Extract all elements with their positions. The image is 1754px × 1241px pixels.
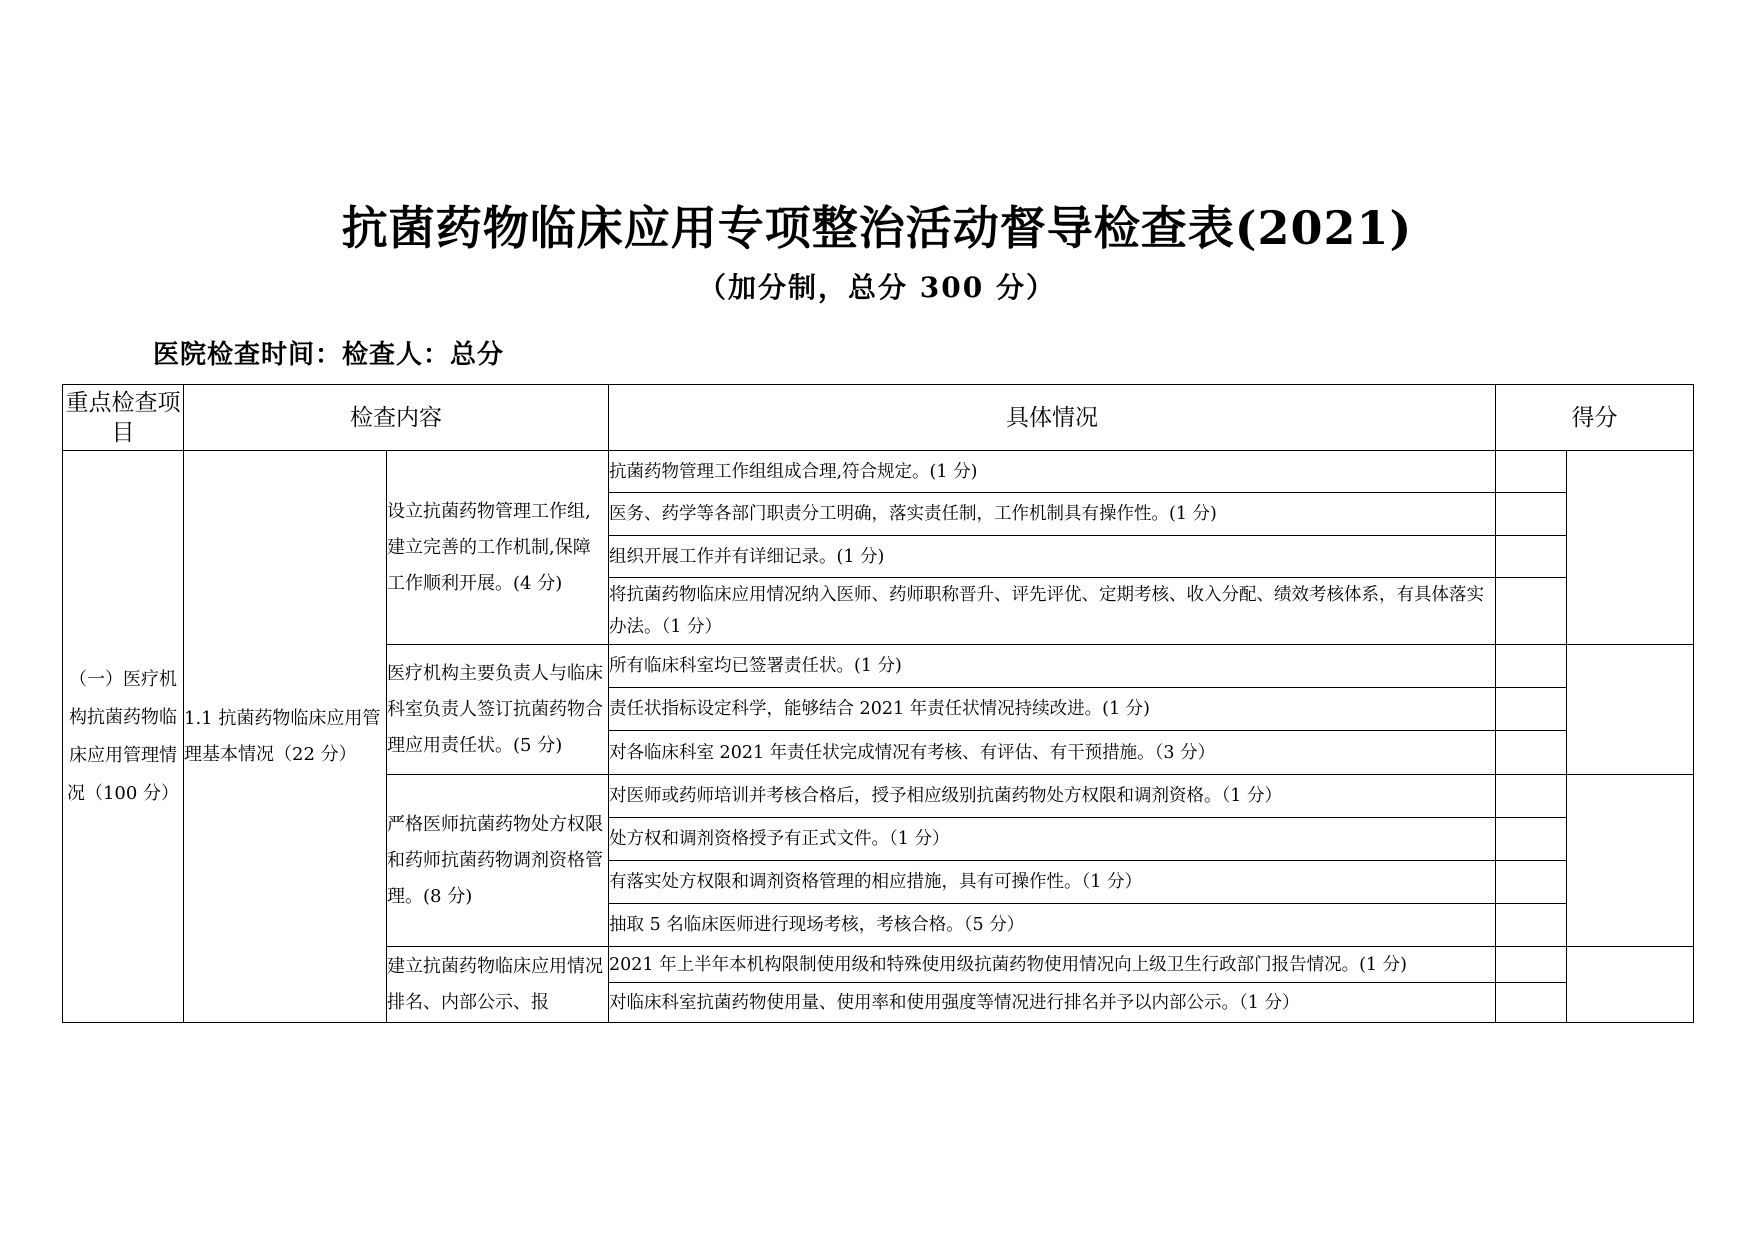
detail-cell: 抽取 5 名临床医师进行现场考核，考核合格。（5 分）	[609, 904, 1496, 947]
group-cell: 建立抗菌药物临床应用情况排名、内部公示、报	[387, 947, 609, 1023]
score-cell[interactable]	[1496, 493, 1567, 536]
detail-cell: 有落实处方权限和调剂资格管理的相应措施，具有可操作性。（1 分）	[609, 861, 1496, 904]
detail-cell: 处方权和调剂资格授予有正式文件。（1 分）	[609, 818, 1496, 861]
detail-cell: 将抗菌药物临床应用情况纳入医师、药师职称晋升、评先评优、定期考核、收入分配、绩效考核体系，有具体落实办法。（1 分）	[609, 578, 1496, 645]
group-score-cell[interactable]	[1567, 451, 1694, 645]
score-cell[interactable]	[1496, 861, 1567, 904]
detail-cell: 责任状指标设定科学，能够结合 2021 年责任状情况持续改进。(1 分)	[609, 688, 1496, 731]
header-row	[63, 385, 1694, 451]
detail-cell: 对各临床科室 2021 年责任状完成情况有考核、有评估、有干预措施。（3 分）	[609, 731, 1496, 775]
header-details: 具体情况	[609, 385, 1496, 451]
header-category: 重点检查项目	[63, 385, 184, 451]
category-cell: （一）医疗机构抗菌药物临床应用管理情况（100 分）	[63, 451, 184, 1023]
score-cell[interactable]	[1496, 451, 1567, 493]
group-score-cell[interactable]	[1567, 775, 1694, 947]
detail-cell: 所有临床科室均已签署责任状。(1 分)	[609, 645, 1496, 688]
group-score-cell[interactable]	[1567, 645, 1694, 775]
detail-cell: 组织开展工作并有详细记录。(1 分)	[609, 536, 1496, 578]
score-cell[interactable]	[1496, 536, 1567, 578]
detail-cell: 医务、药学等各部门职责分工明确，落实责任制，工作机制具有操作性。(1 分)	[609, 493, 1496, 536]
group-cell: 医疗机构主要负责人与临床科室负责人签订抗菌药物合理应用责任状。(5 分)	[387, 645, 609, 775]
score-cell[interactable]	[1496, 578, 1567, 645]
score-cell[interactable]	[1496, 947, 1567, 983]
detail-cell: 2021 年上半年本机构限制使用级和特殊使用级抗菌药物使用情况向上级卫生行政部门报告情况。(1 分)	[609, 947, 1496, 983]
table-row	[63, 451, 1694, 493]
subitem-cell: 1.1 抗菌药物临床应用管理基本情况（22 分）	[184, 451, 387, 1023]
score-cell[interactable]	[1496, 983, 1567, 1023]
document-subtitle: （加分制，总分 300 分）	[698, 271, 1056, 304]
group-cell: 严格医师抗菌药物处方权限和药师抗菌药物调剂资格管理。(8 分)	[387, 775, 609, 947]
header-content: 检查内容	[184, 385, 609, 451]
score-cell[interactable]	[1496, 731, 1567, 775]
header-score: 得分	[1496, 385, 1694, 451]
detail-cell: 对医师或药师培训并考核合格后，授予相应级别抗菌药物处方权限和调剂资格。（1 分）	[609, 775, 1496, 818]
score-cell[interactable]	[1496, 645, 1567, 688]
detail-cell: 对临床科室抗菌药物使用量、使用率和使用强度等情况进行排名并予以内部公示。（1 分）	[609, 983, 1496, 1023]
group-cell: 设立抗菌药物管理工作组,建立完善的工作机制,保障工作顺利开展。(4 分)	[387, 451, 609, 645]
score-cell[interactable]	[1496, 775, 1567, 818]
detail-cell: 抗菌药物管理工作组组成合理,符合规定。(1 分)	[609, 451, 1496, 493]
inspection-meta-line: 医院检查时间：检查人：总分	[153, 340, 505, 370]
score-cell[interactable]	[1496, 688, 1567, 731]
score-cell[interactable]	[1496, 904, 1567, 947]
group-score-cell[interactable]	[1567, 947, 1694, 1023]
score-cell[interactable]	[1496, 818, 1567, 861]
inspection-table	[62, 384, 1694, 1023]
document-title: 抗菌药物临床应用专项整治活动督导检查表(2021)	[341, 201, 1413, 255]
